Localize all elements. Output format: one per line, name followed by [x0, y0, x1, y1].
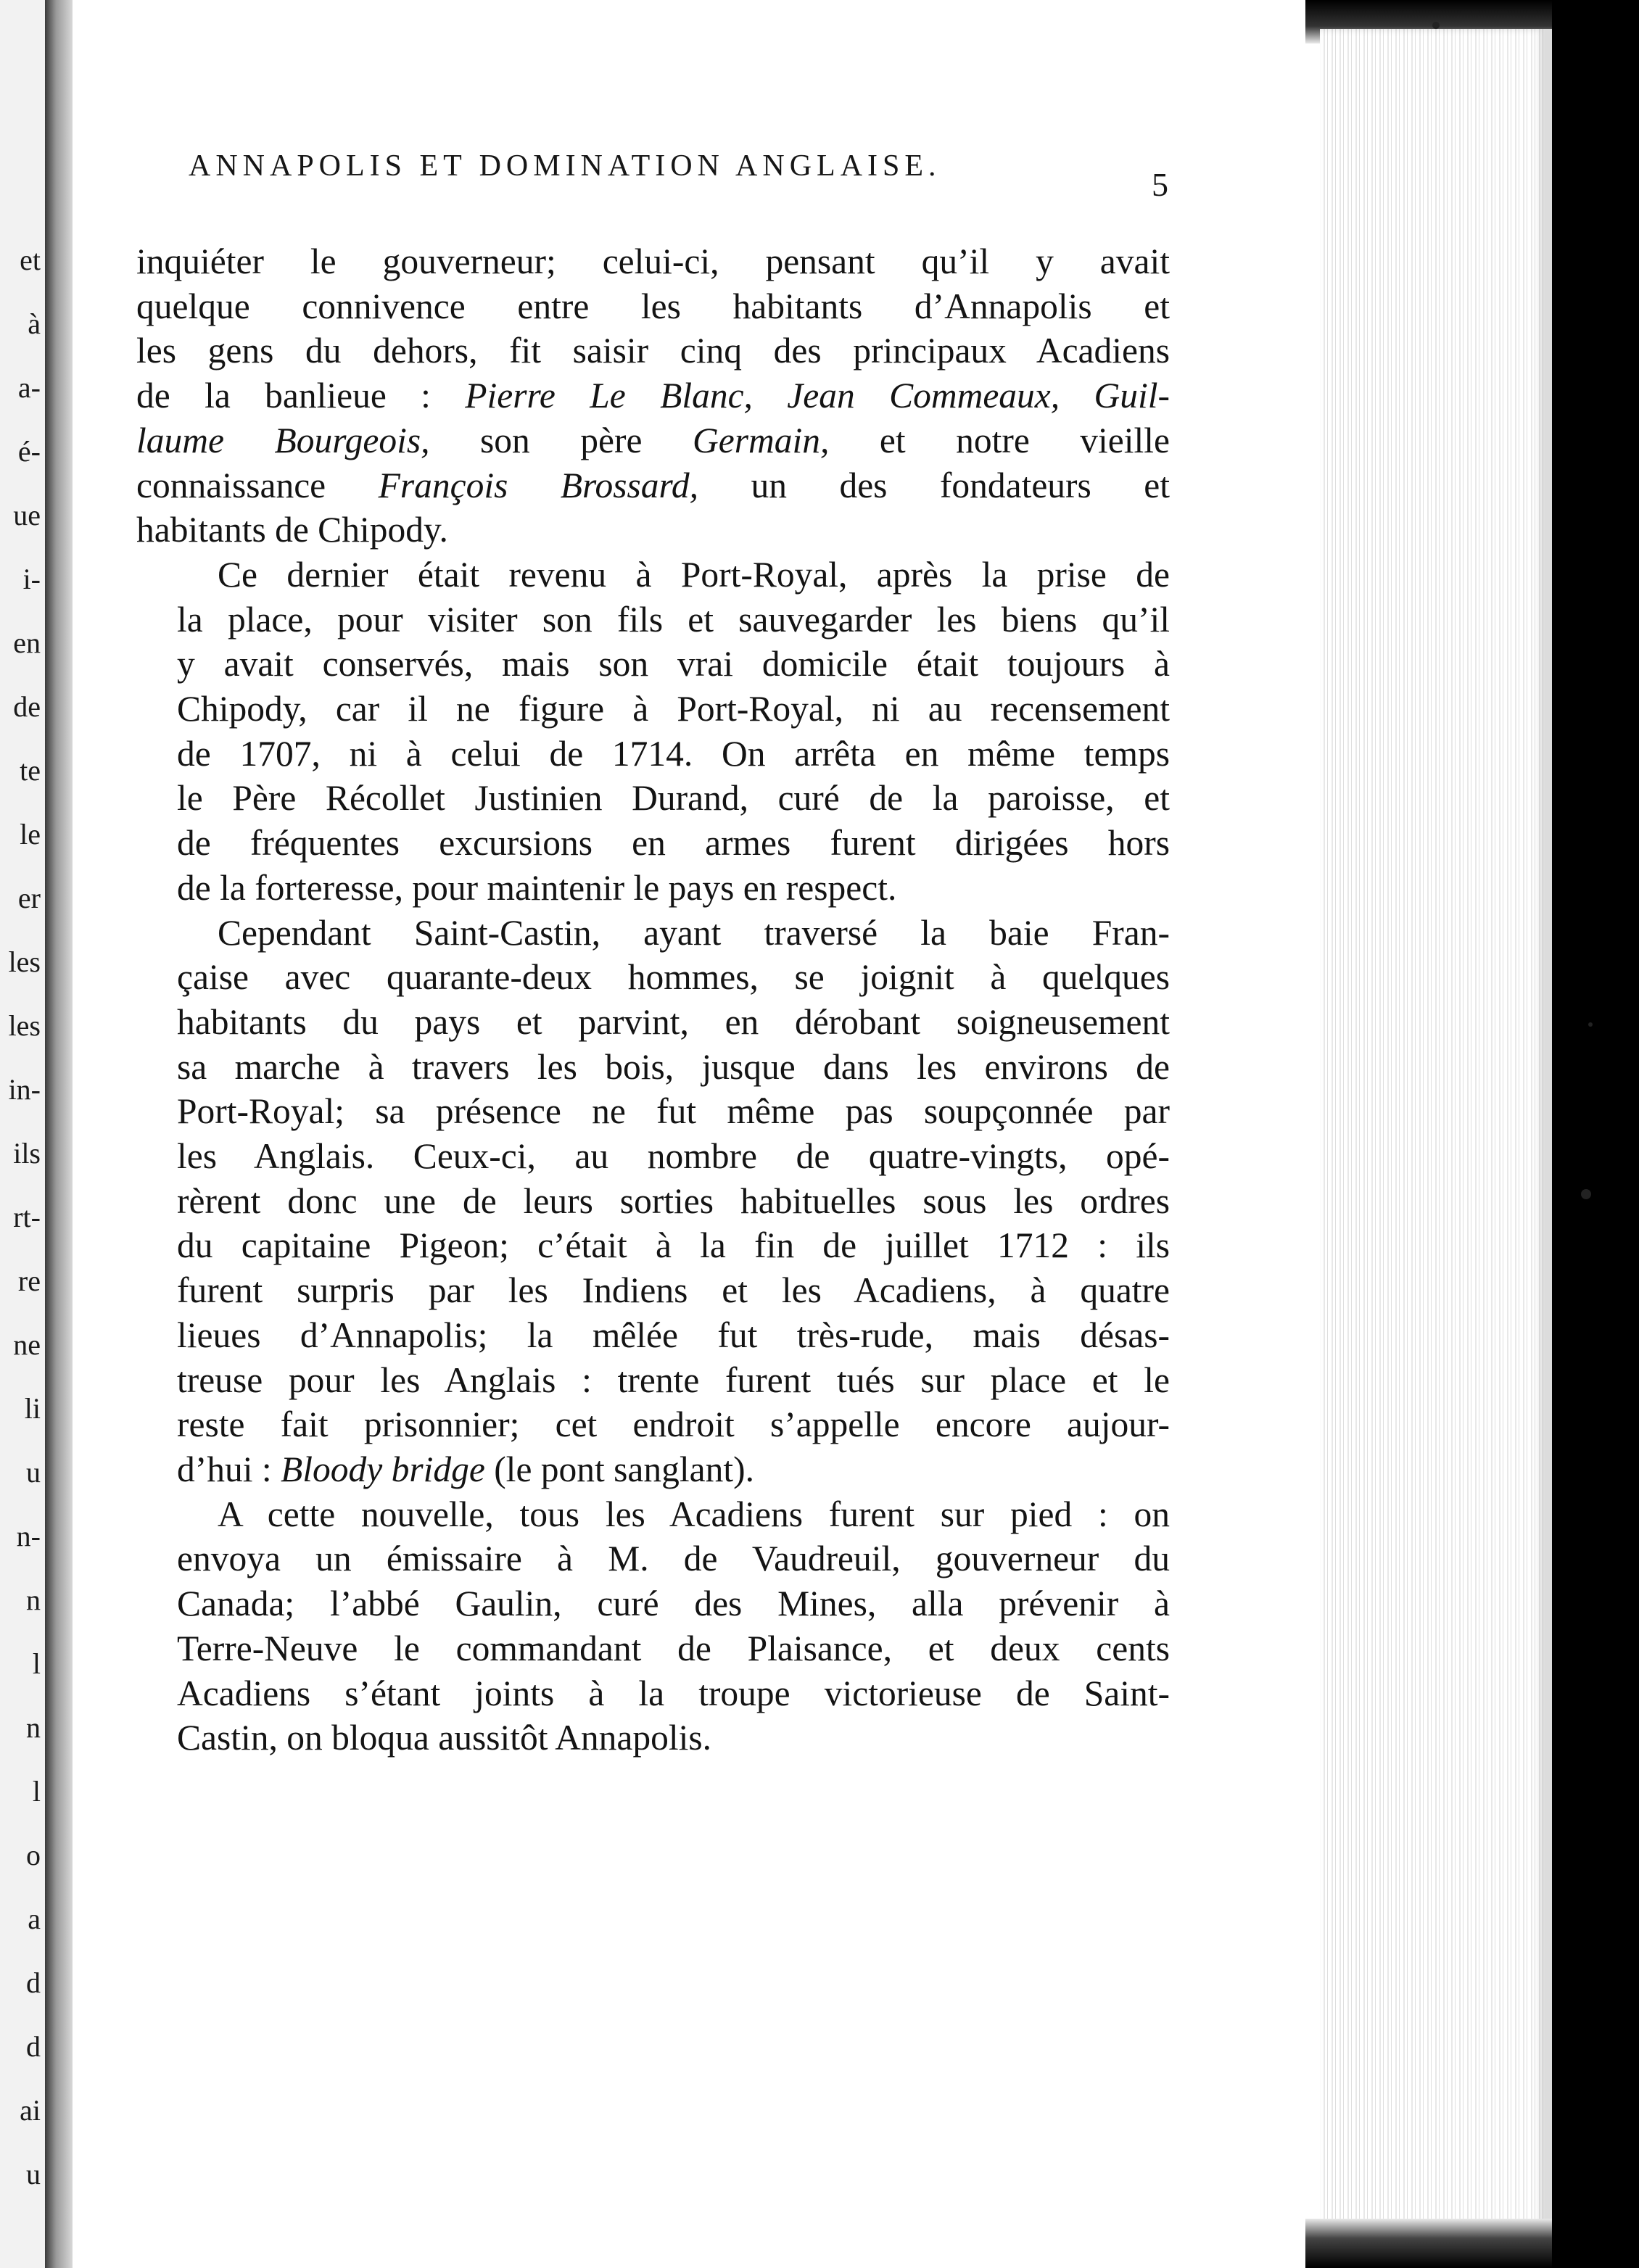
previous-page-text-fragment: d [26, 1966, 41, 1999]
text-line [136, 508, 1170, 552]
previous-page-text-fragment: ils [13, 1137, 41, 1170]
previous-page-edge [0, 0, 49, 2268]
text-run: y avait conservés, mais son vrai domicile était toujours à [177, 644, 1170, 684]
previous-page-text-fragment: a [28, 1903, 41, 1935]
text-run: Terre-Neuve le commandant de Plaisance, et deux cents [177, 1628, 1170, 1668]
paragraph [136, 911, 1170, 1492]
page-body [136, 239, 1170, 1760]
text-run: (le pont sanglant). [484, 1449, 754, 1489]
previous-page-text-fragment: o [26, 1839, 41, 1871]
previous-page-text-fragment: ue [13, 499, 41, 531]
text-line [136, 1581, 1170, 1626]
previous-page-text-fragment: n [26, 1584, 41, 1616]
running-title: ANNAPOLIS ET DOMINATION ANGLAISE. [189, 149, 941, 183]
text-line [136, 1268, 1170, 1313]
scan-speck [1432, 22, 1440, 29]
text-run: Chipody, car il ne figure à Port-Royal, ni au recensement [177, 689, 1170, 729]
page-number: 5 [1152, 166, 1168, 203]
previous-page-text-fragment: a- [17, 371, 41, 404]
text-line [136, 239, 1170, 284]
text-line [136, 687, 1170, 732]
text-line [136, 776, 1170, 821]
previous-page-text-fragment: ne [13, 1328, 41, 1361]
previous-page-text-fragment: les [8, 945, 41, 978]
text-line [136, 284, 1170, 329]
text-run: Ce dernier était revenu à Port-Royal, après la prise de [218, 554, 1170, 595]
text-run: de 1707, ni à celui de 1714. On arrêta en même temps [177, 733, 1170, 774]
text-run: la place, pour visiter son fils et sauvegarder les biens qu’il [177, 599, 1170, 640]
text-run: les Anglais. Ceux-ci, au nombre de quatre-vingts, opé- [177, 1136, 1170, 1177]
previous-page-text-fragment: li [24, 1392, 41, 1425]
paragraph [136, 239, 1170, 552]
text-run: son père [429, 420, 693, 460]
italic-name: Germain, [692, 420, 830, 460]
text-run: de fréquentes excursions en armes furent dirigées hors [177, 823, 1170, 864]
text-line [136, 1671, 1170, 1716]
text-run: reste fait prisonnier; cet endroit s’appelle encore aujour- [177, 1404, 1170, 1445]
text-run: sa marche à travers les bois, jusque dans les environs de [177, 1046, 1170, 1087]
text-line [136, 1626, 1170, 1671]
text-line [136, 1045, 1170, 1090]
text-run: Canada; l’abbé Gaulin, curé des Mines, alla prévenir à [177, 1584, 1170, 1624]
text-run: du capitaine Pigeon; c’était à la fin de juillet 1712 : ils [177, 1225, 1170, 1266]
text-line [136, 1536, 1170, 1581]
text-run: furent surpris par les Indiens et les Acadiens, à quatre [177, 1270, 1170, 1311]
text-line [136, 1179, 1170, 1224]
text-line [136, 1223, 1170, 1268]
text-line [136, 821, 1170, 866]
previous-page-text-fragment: en [13, 626, 41, 659]
text-line [136, 911, 1170, 956]
previous-page-text-fragment: rt- [13, 1201, 41, 1233]
previous-page-text-fragment: re [17, 1265, 41, 1297]
previous-page-text-fragment: n- [16, 1520, 41, 1552]
previous-page-text-fragment: u [26, 1456, 41, 1489]
previous-page-text-fragment: et [20, 244, 41, 276]
previous-page-text-fragment: l [32, 1647, 41, 1680]
text-run: connaissance [136, 465, 379, 505]
italic-name: François Brossard, [378, 465, 699, 505]
text-line [136, 552, 1170, 597]
scan-speck [1588, 1022, 1593, 1027]
previous-page-text-fragment: é- [17, 435, 41, 468]
text-run: les gens du dehors, fit saisir cinq des principaux Acadiens [136, 331, 1170, 371]
previous-page-text-fragment: er [17, 882, 41, 914]
previous-page-text-fragment: i- [22, 563, 41, 595]
text-run: Castin, on bloqua aussitôt Annapolis. [177, 1718, 711, 1758]
text-run: et notre vieille [829, 420, 1170, 460]
text-run: habitants du pays et parvint, en dérobant soigneusement [177, 1001, 1170, 1042]
italic-name: Bloody bridge [281, 1449, 485, 1489]
text-line [136, 597, 1170, 642]
text-line [136, 732, 1170, 777]
page-stack-bottom [1305, 2219, 1552, 2268]
text-line [136, 1716, 1170, 1760]
text-line [136, 373, 1170, 418]
text-run: d’hui : [177, 1449, 281, 1489]
text-run: inquiéter le gouverneur; celui-ci, pensant qu’il y avait [136, 241, 1170, 281]
previous-page-text-fragment: n [26, 1711, 41, 1744]
text-run: A cette nouvelle, tous les Acadiens furent sur pied : on [218, 1494, 1170, 1534]
text-line [136, 463, 1170, 508]
text-line [136, 1313, 1170, 1358]
text-line [136, 1402, 1170, 1447]
previous-page-text-fragment: l [32, 1775, 41, 1808]
text-run: de la banlieue : [136, 376, 466, 416]
text-run: rèrent donc une de leurs sorties habituelles sous les ordres [177, 1180, 1170, 1221]
previous-page-text-fragment: d [26, 2030, 41, 2063]
scan-speck [1581, 1189, 1591, 1199]
text-run: quelque connivence entre les habitants d’Annapolis et [136, 286, 1170, 326]
page-stack-edges [1320, 29, 1552, 2230]
text-run: treuse pour les Anglais : trente furent tués sur place et le [177, 1359, 1170, 1400]
text-line [136, 1447, 1170, 1492]
previous-page-text-fragment: les [8, 1009, 41, 1042]
text-run: un des fondateurs et [698, 465, 1170, 505]
text-line [136, 1134, 1170, 1179]
text-run: le Père Récollet Justinien Durand, curé de la paroisse, et [177, 778, 1170, 819]
text-line [136, 328, 1170, 373]
book-page [73, 0, 1320, 2268]
previous-page-text-fragment: u [26, 2158, 41, 2190]
previous-page-text-fragment: ai [20, 2094, 41, 2127]
previous-page-text-fragment: le [20, 818, 41, 850]
paragraph [136, 552, 1170, 911]
previous-page-text-fragment: te [20, 754, 41, 787]
text-line [136, 1000, 1170, 1045]
previous-page-text-fragment: de [13, 690, 41, 723]
text-line [136, 955, 1170, 1000]
paragraph [136, 1492, 1170, 1760]
text-run: de la forteresse, pour maintenir le pays en respect. [177, 867, 897, 908]
text-run: çaise avec quarante-deux hommes, se joignit à quelques [177, 957, 1170, 998]
text-line [136, 642, 1170, 687]
text-line [136, 1358, 1170, 1403]
text-run: Cependant Saint-Castin, ayant traversé la baie Fran- [218, 912, 1170, 953]
italic-name: laume Bourgeois, [136, 420, 430, 460]
text-run: habitants de Chipody. [136, 510, 448, 550]
text-line [136, 866, 1170, 911]
text-line [136, 1492, 1170, 1537]
text-line [136, 418, 1170, 463]
text-run: envoya un émissaire à M. de Vaudreuil, gouverneur du [177, 1539, 1170, 1579]
text-run: lieues d’Annapolis; la mêlée fut très-rude, mais désas- [177, 1315, 1170, 1355]
italic-name: Pierre Le Blanc, Jean Commeaux, Guil- [465, 376, 1170, 416]
previous-page-text-fragment: in- [8, 1073, 41, 1106]
text-run: Acadiens s’étant joints à la troupe victorieuse de Saint- [177, 1673, 1170, 1713]
text-line [136, 1089, 1170, 1134]
text-run: Port-Royal; sa présence ne fut même pas soupçonnée par [177, 1091, 1170, 1132]
previous-page-text-fragment: à [28, 307, 41, 340]
